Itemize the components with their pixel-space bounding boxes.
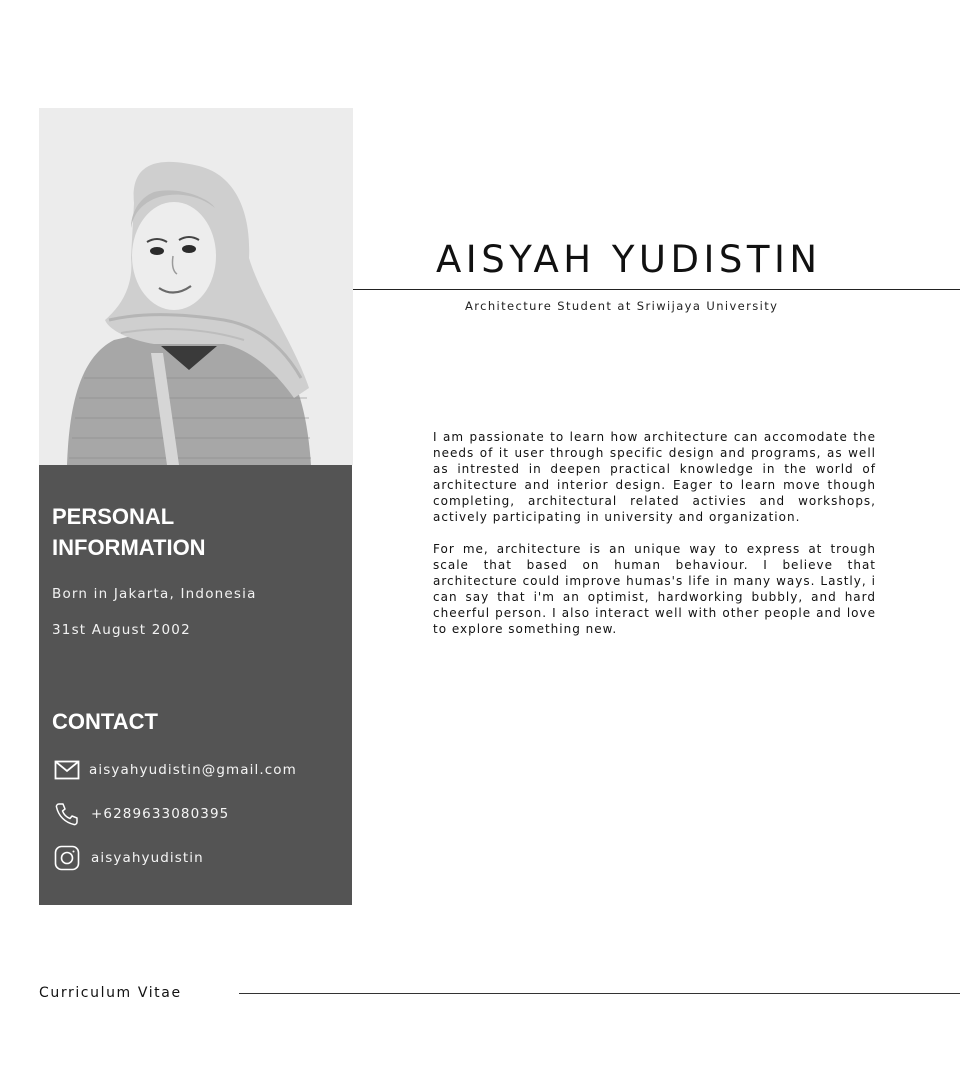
footer-label: Curriculum Vitae <box>39 985 182 1001</box>
birthdate-text: 31st August 2002 <box>52 622 191 638</box>
footer-divider <box>239 993 960 994</box>
personal-information-heading: PERSONAL INFORMATION <box>52 504 206 560</box>
profile-photo <box>39 108 353 465</box>
about-paragraph-1: I am passionate to learn how architecture can accomodate the needs of it user through specific design and programs, as well as intrested in deepen practical knowledge in the world of architecture and interior design. Eager to learn move though completing, architectural related activies and workshops, actively participating in university and organization. <box>433 430 876 524</box>
instagram-handle[interactable]: aisyahyudistin <box>91 850 204 866</box>
portrait-illustration <box>39 108 353 465</box>
contact-email-row[interactable] <box>54 757 297 783</box>
mail-icon <box>54 757 80 783</box>
about-paragraph-2: For me, architecture is an unique way to express at trough scale that based on human behaviour. I believe that architecture could improve humas's life in many ways. Lastly, i can say that i'm an optimist, hardworking bubbly, and hard cheerful person. I also interact well with other people and love to explore something new. <box>433 542 876 636</box>
subtitle: Architecture Student at Sriwijaya University <box>465 299 779 313</box>
contact-instagram-row[interactable] <box>54 845 204 871</box>
email-link[interactable]: aisyahyudistin@gmail.com <box>89 762 297 778</box>
phone-number[interactable]: +6289633080395 <box>91 806 230 822</box>
about-section <box>433 429 876 653</box>
sidebar-panel <box>39 465 352 905</box>
phone-icon <box>54 801 80 827</box>
title-divider <box>353 289 960 290</box>
contact-heading: CONTACT <box>52 709 158 734</box>
birthplace-text: Born in Jakarta, Indonesia <box>52 586 257 602</box>
name-title: AISYAH YUDISTIN <box>436 238 822 281</box>
contact-phone-row[interactable] <box>54 801 229 827</box>
instagram-icon <box>54 845 80 871</box>
